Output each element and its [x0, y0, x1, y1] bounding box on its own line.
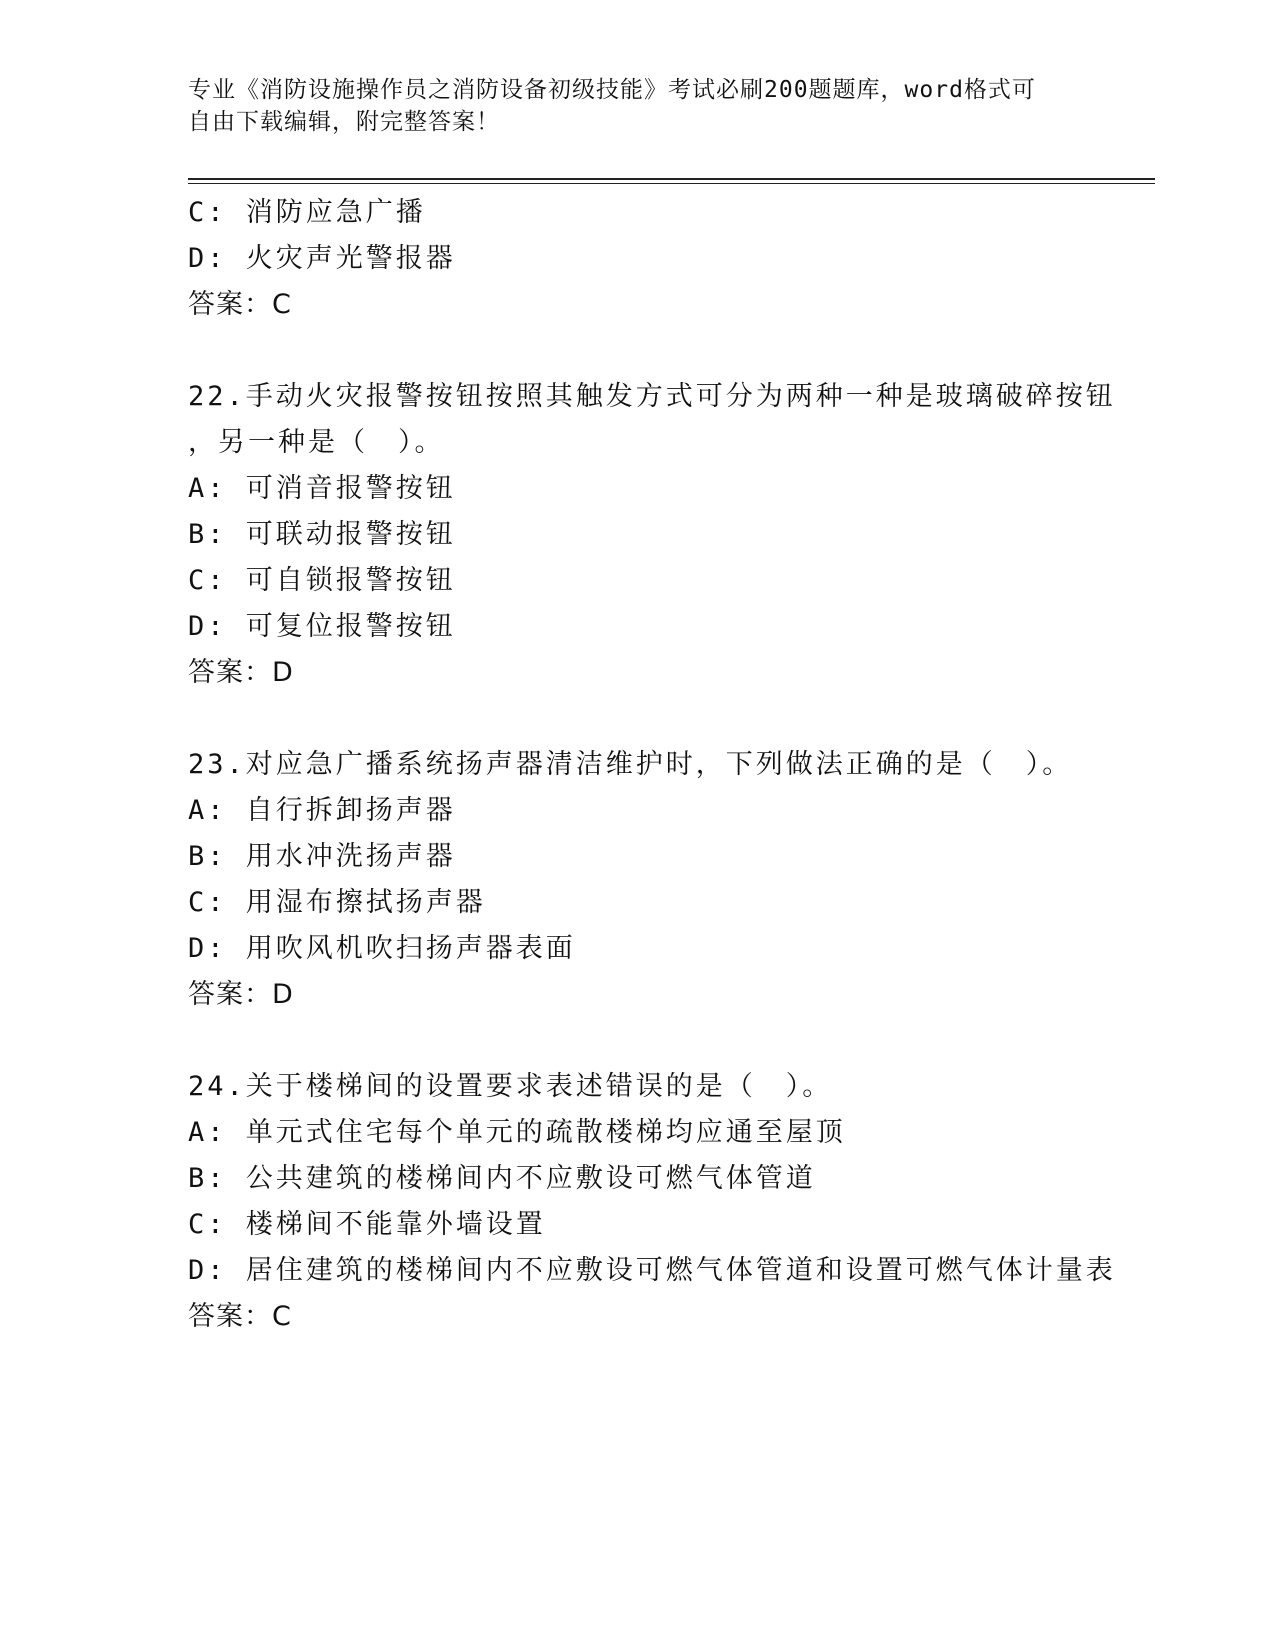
header-divider-thin	[188, 183, 1155, 184]
question-23	[188, 742, 1088, 1018]
question-stem: 24.关于楼梯间的设置要求表述错误的是（ ）。	[188, 1071, 833, 1102]
option-b: B: 公共建筑的楼梯间内不应敷设可燃气体管道	[188, 1163, 816, 1194]
document-body	[188, 190, 1116, 1340]
header-divider-thick	[188, 178, 1155, 180]
answer-line: 答案：D	[188, 979, 294, 1010]
header-line-2: 自由下载编辑，附完整答案！	[188, 109, 500, 135]
option-b: B: 可联动报警按钮	[188, 519, 456, 550]
document-header	[188, 74, 1068, 138]
question-24	[188, 1064, 1116, 1340]
option-d: D: 居住建筑的楼梯间内不应敷设可燃气体管道和设置可燃气体计量表	[188, 1255, 1116, 1286]
question-stem: 22.手动火灾报警按钮按照其触发方式可分为两种一种是玻璃破碎按钮	[188, 381, 1116, 412]
option-a: A: 自行拆卸扬声器	[188, 795, 456, 826]
option-d: D: 用吹风机吹扫扬声器表面	[188, 933, 576, 964]
spacer	[188, 1018, 1088, 1064]
option-d: D: 火灾声光警报器	[188, 243, 456, 274]
option-c: C: 楼梯间不能靠外墙设置	[188, 1209, 546, 1240]
question-stem-continued: ，另一种是（ ）。	[188, 427, 445, 458]
option-a: A: 单元式住宅每个单元的疏散楼梯均应通至屋顶	[188, 1117, 846, 1148]
question-21-continuation	[188, 190, 1088, 328]
answer-line: 答案：C	[188, 1301, 292, 1332]
spacer	[188, 696, 1088, 742]
option-c: C: 可自锁报警按钮	[188, 565, 456, 596]
option-b: B: 用水冲洗扬声器	[188, 841, 456, 872]
option-d: D: 可复位报警按钮	[188, 611, 456, 642]
option-a: A: 可消音报警按钮	[188, 473, 456, 504]
question-stem: 23.对应急广播系统扬声器清洁维护时，下列做法正确的是（ ）。	[188, 749, 1073, 780]
question-22	[188, 374, 1116, 696]
answer-line: 答案：D	[188, 657, 294, 688]
header-line-1: 专业《消防设施操作员之消防设备初级技能》考试必刷200题题库，word格式可	[188, 77, 1036, 103]
option-c: C: 用湿布擦拭扬声器	[188, 887, 486, 918]
option-c: C: 消防应急广播	[188, 197, 426, 228]
answer-line: 答案：C	[188, 289, 292, 320]
spacer	[188, 328, 1088, 374]
